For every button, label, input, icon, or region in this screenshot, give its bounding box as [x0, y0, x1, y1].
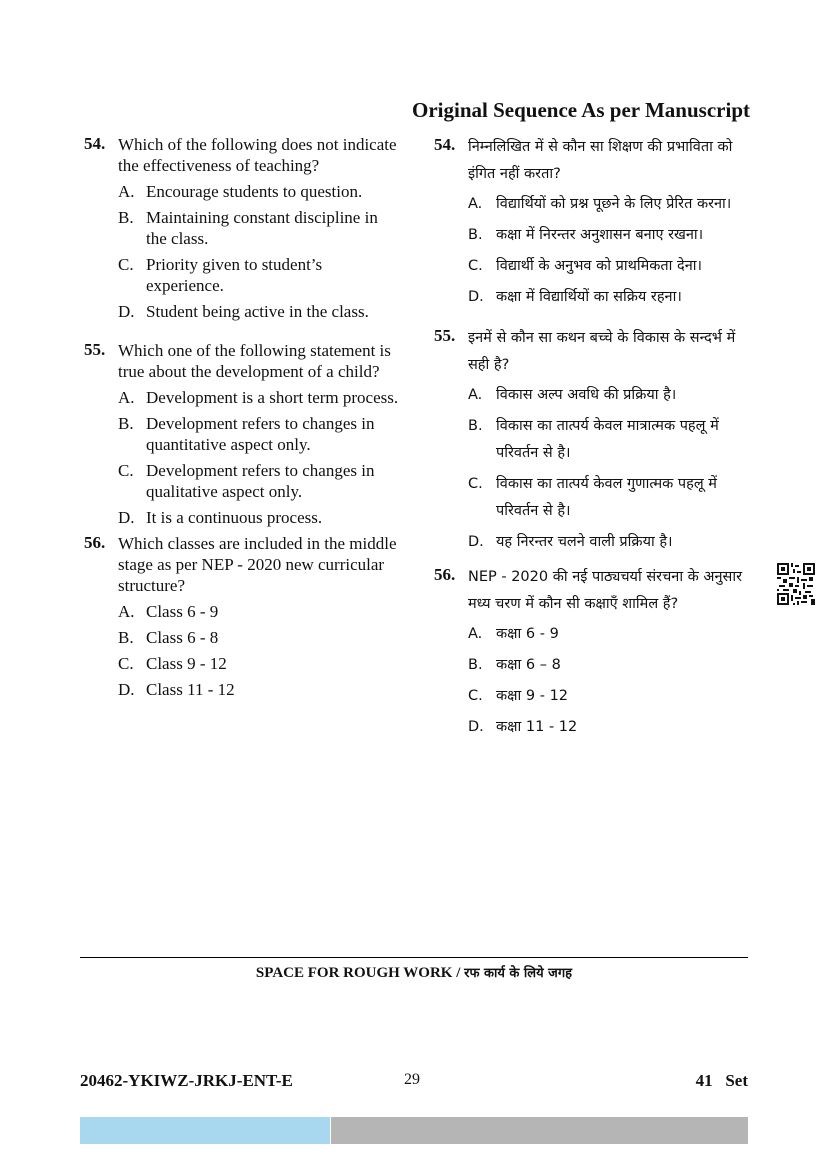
rough-work-label [80, 963, 748, 982]
option-d [468, 529, 752, 556]
question-text: निम्नलिखित में से कौन सा शिक्षण की प्रभाविता को इंगित नहीं करता? [468, 139, 733, 182]
option-c [468, 471, 752, 525]
option-d [118, 679, 402, 700]
option-c [118, 653, 402, 674]
options-list [118, 181, 402, 322]
option-label: C. [118, 461, 134, 480]
option-label: C. [468, 258, 483, 274]
english-column [84, 134, 402, 705]
rough-work-english: SPACE FOR ROUGH WORK / [255, 965, 461, 981]
option-label: A. [118, 602, 135, 621]
question-text: इनमें से कौन सा कथन बच्चे के विकास के सन्दर्भ में सही है? [468, 330, 736, 373]
option-label: B. [118, 208, 134, 227]
option-text: It is a continuous process. [146, 508, 323, 527]
option-text: यह निरन्तर चलने वाली प्रक्रिया है। [496, 534, 673, 550]
option-label: A. [118, 388, 135, 407]
option-text: Encourage students to question. [146, 182, 363, 201]
option-text: विकास का तात्पर्य केवल मात्रात्मक पहलू में परिवर्तन से है। [496, 418, 719, 461]
option-text: Maintaining constant discipline in the class. [146, 208, 378, 248]
rough-work-divider [80, 957, 748, 958]
options-list [468, 191, 752, 311]
option-text: कक्षा में निरन्तर अनुशासन बनाए रखना। [496, 227, 704, 243]
option-text: Class 6 - 9 [146, 602, 219, 621]
option-d [468, 714, 752, 741]
option-c [468, 253, 752, 280]
paper-code: 20462-YKIWZ-JRKJ-ENT-E [80, 1071, 293, 1090]
option-label: A. [468, 387, 483, 403]
option-text: कक्षा 9 - 12 [496, 688, 569, 704]
option-b [468, 222, 752, 249]
question-55-hi [434, 325, 752, 556]
option-b [468, 413, 752, 467]
question-54-hi [434, 134, 752, 311]
option-text: Development refers to changes in qualitative aspect only. [146, 461, 375, 501]
option-label: A. [118, 182, 135, 201]
option-label: D. [468, 719, 484, 735]
question-56-hi [434, 564, 752, 741]
option-text: विकास अल्प अवधि की प्रक्रिया है। [496, 387, 677, 403]
option-label: A. [468, 196, 483, 212]
hindi-column [434, 134, 752, 745]
option-text: Class 9 - 12 [146, 654, 227, 673]
option-label: B. [118, 414, 134, 433]
rough-work-hindi: रफ कार्य के लिये जगह [464, 966, 573, 981]
question-text: NEP - 2020 की नई पाठ्यचर्या संरचना के अनुसार मध्य चरण में कौन सी कक्षाएँ शामिल हैं? [468, 569, 743, 612]
option-a [468, 621, 752, 648]
question-text: Which of the following does not indicate the effectiveness of teaching? [118, 135, 397, 175]
question-number: 54. [434, 135, 456, 154]
question-55-en [84, 340, 402, 528]
option-label: B. [118, 628, 134, 647]
option-text: Development is a short term process. [146, 388, 399, 407]
question-number: 55. [434, 326, 456, 345]
footer-color-bar-left [80, 1117, 330, 1144]
option-label: D. [118, 302, 135, 321]
option-b [118, 207, 402, 249]
option-text: विकास का तात्पर्य केवल गुणात्मक पहलू में परिवर्तन से है। [496, 476, 717, 519]
option-b [118, 413, 402, 455]
qr-code-icon [777, 563, 815, 605]
option-b [468, 652, 752, 679]
option-label: C. [468, 688, 483, 704]
question-54-en [84, 134, 402, 322]
options-list [468, 621, 752, 741]
option-a [118, 181, 402, 202]
option-text: Student being active in the class. [146, 302, 369, 321]
question-56-en [84, 533, 402, 700]
option-label: D. [468, 289, 484, 305]
option-label: B. [468, 418, 483, 434]
option-c [118, 254, 402, 296]
option-text: Class 11 - 12 [146, 680, 235, 699]
option-a [468, 191, 752, 218]
option-d [468, 284, 752, 311]
options-list [468, 382, 752, 556]
options-list [118, 387, 402, 528]
option-text: Development refers to changes in quantitative aspect only. [146, 414, 375, 454]
option-label: B. [468, 227, 483, 243]
option-label: A. [468, 626, 483, 642]
set-label: 41 Set [695, 1071, 748, 1090]
option-label: C. [118, 255, 134, 274]
question-number: 56. [434, 565, 456, 584]
question-number: 56. [84, 533, 106, 552]
option-d [118, 507, 402, 528]
option-a [468, 382, 752, 409]
question-number: 55. [84, 340, 106, 359]
option-d [118, 301, 402, 322]
option-text: विद्यार्थी के अनुभव को प्राथमिकता देना। [496, 258, 703, 274]
option-text: कक्षा 6 - 9 [496, 626, 559, 642]
option-text: Class 6 - 8 [146, 628, 219, 647]
option-c [118, 460, 402, 502]
option-text: कक्षा 6 – 8 [496, 657, 561, 673]
option-label: D. [118, 680, 135, 699]
options-list [118, 601, 402, 700]
option-label: D. [118, 508, 135, 527]
question-text: Which classes are included in the middle stage as per NEP - 2020 new curricular structure? [118, 534, 397, 595]
option-label: D. [468, 534, 484, 550]
question-text: Which one of the following statement is true about the development of a child? [118, 341, 391, 381]
option-label: B. [468, 657, 483, 673]
footer-color-bar-right [331, 1117, 748, 1144]
option-label: C. [468, 476, 483, 492]
option-text: कक्षा में विद्यार्थियों का सक्रिय रहना। [496, 289, 682, 305]
page-title: Original Sequence As per Manuscript [412, 98, 750, 122]
option-text: विद्यार्थियों को प्रश्न पूछने के लिए प्रेरित करना। [496, 196, 732, 212]
option-a [118, 387, 402, 408]
option-label: C. [118, 654, 134, 673]
option-text: कक्षा 11 - 12 [496, 719, 578, 735]
option-a [118, 601, 402, 622]
page-number: 29 [404, 1071, 420, 1088]
question-number: 54. [84, 134, 106, 153]
option-b [118, 627, 402, 648]
option-text: Priority given to student’s experience. [146, 255, 323, 295]
option-c [468, 683, 752, 710]
